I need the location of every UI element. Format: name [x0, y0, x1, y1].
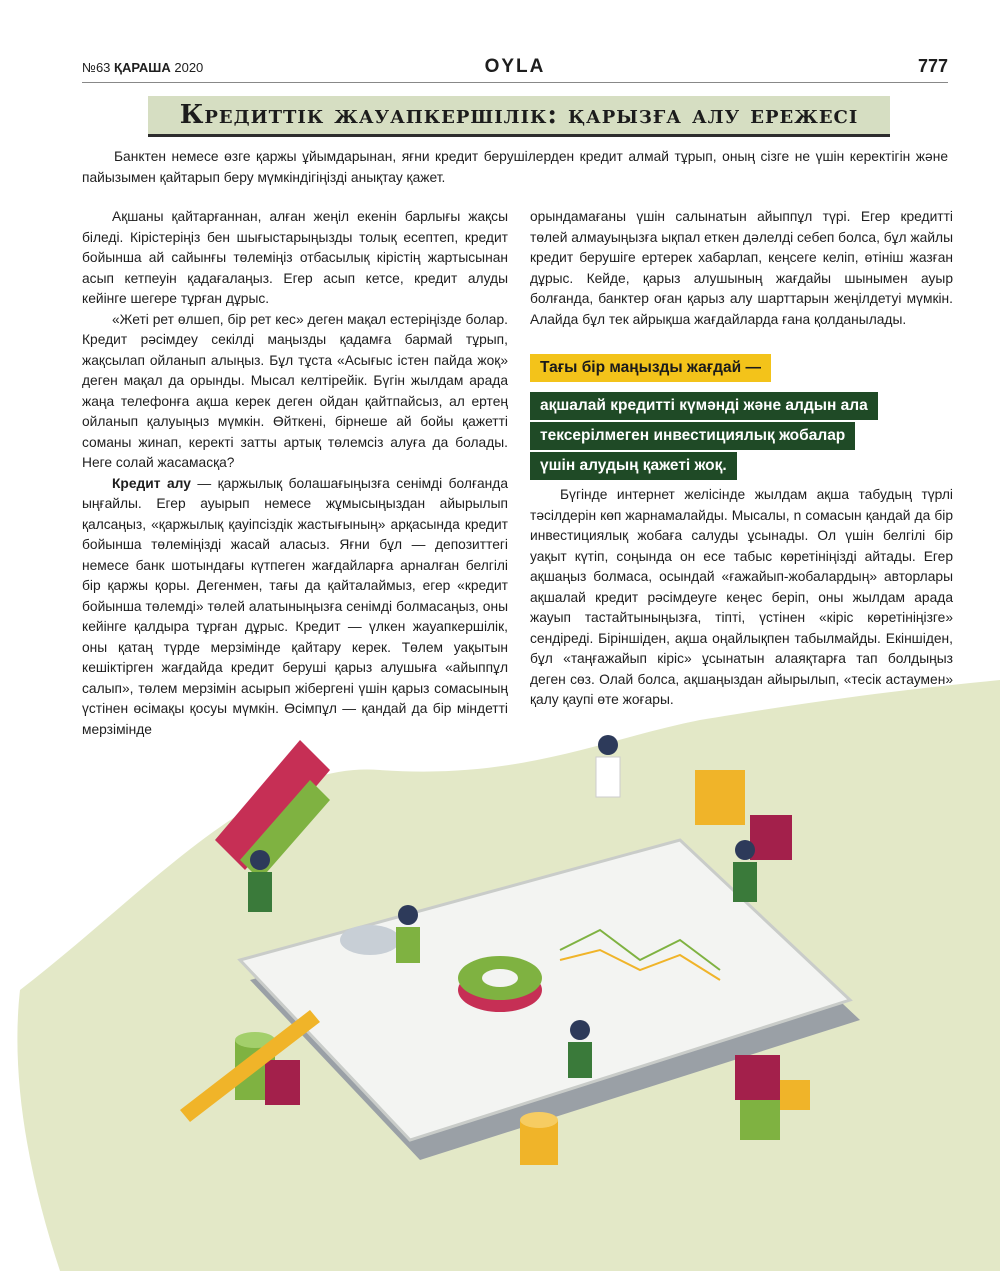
issue-number: №63	[82, 60, 111, 75]
issue-info	[82, 60, 203, 75]
callout-body	[530, 392, 878, 482]
header-rule	[82, 82, 948, 83]
article-title: Кредиттік жауапкершілік: қарызға алу ережесі	[148, 96, 890, 137]
callout-line: ақшалай кредитті күмәнді және алдын ала	[530, 392, 878, 420]
paragraph: «Жеті рет өлшеп, бір рет кес» деген мақал естеріңізде болар. Кредит рәсімдеу секілді маңызды қадамға бармай тұрып, жақсылап ойланып алыңыз. Бұл тұста «Асығыс істен пайда жоқ» деген мақал да орынды. Мысал келтірейік. Бүгін жылдам арада жаңа телефонға ақша керек деген ойдан қайтпайсыз, ал ертең ойланып қалуыңыз мүмкін. Өйткені, бірнеше ай бойы қажетті соманы жинап, керекті затты артық төлемсіз алуға да болады. Неге солай жасамасқа?	[82, 311, 508, 470]
cube-yellow	[780, 1080, 810, 1110]
paragraph: орындамағаны үшін салынатын айыппұл түрі. Егер кредитті төлей алмауыңызға ықпал еткен дәлелді себеп болса, бұл жайлы кредит берушіге ертерек хабарлап, кеңсеге келіп, өтініш жазған дұрыс. Кейде, қарыз алушының жағдайы шынымен ауыр болғанда, банктер оған қарыз алу шарттарын жеңілдетуі мүмкін. Алайда бұл тек айрықша жағдайларда ғана қолданылады.	[530, 209, 953, 327]
person	[570, 1020, 590, 1040]
paragraph: Бүгінде интернет желісінде жылдам ақша табудың түрлі тәсілдерін көп жарнамалайды. Мысалы, n сомасын қандай да бір инвестициялық жобаға салуды ұсынады. Ол үшін белгілі бір уақыт күтіп, соңында он есе табыс көретініңізді айтады. Егер ақшаңыз болмаса, осындай «ғажайып-жобалардың» авторлары ақшалай кредит рәсімдеуге кеңес беріп, оны жылдам арада жауып тастайтыныңызға, тіпті, үстінен «кіріс көретініңізге» сендіреді. Біріншіден, ақша оңайлықпен табылмайды. Екіншіден, бұл «таңғажайып кіріс» ұсынатын алаяқтарға тап болдыңыз деген сөз. Олай болса, ақшаңыздан айырылып, «тесік астаумен» қалу қаупі өте жоғары.	[530, 487, 953, 707]
globe-icon	[340, 925, 400, 955]
paragraph-text: — қаржылық болашағыңызға сенімді болғанда ыңғайлы. Егер ауырып немесе жұмысыңыздан айырылып қалсаңыз, «қаржылық қауіпсіздік жастығының» арқасында кредит бойынша төлеміңізді жасай аласыз. Яғни бұл — депозиттегі немесе банк шотындағы күтпеген жағдайларға арналған белгілі бір қаржы қоры. Дегенмен, тағы да қайталаймыз, егер «кредит бойынша төлемді» төлей алатыныңызға сенімді болмасаңыз, оны кейінге қалдыра тұрған дұрыс. Кредит — үлкен жауапкершілік, оны қатаң түрде мерзімінде қайтару керек. Төлем уақытын кешіктірген жағдайда кредит беруші қарыз алушыға «айыппұл салып», төлем мерзімін асырып жібергені үшін қарыз сомасының үстінен өсімақы қосуы мүмкін. Өсімпұл — қандай да бір міндетті мерзімінде	[82, 475, 508, 737]
callout-line: үшін алудың қажеті жоқ.	[530, 452, 737, 480]
callout-title: Тағы бір маңызды жағдай —	[530, 354, 771, 382]
article-lead	[82, 146, 948, 188]
isometric-finance-illustration	[0, 660, 1000, 1271]
callout-box	[530, 354, 920, 474]
lead-paragraph: Банктен немесе өзге қаржы ұйымдарынан, яғни кредит берушілерден кредит алмай тұрып, оның сізге не үшін керектігін және пайызымен қайтарып беру мүмкіндігіңізді анықтау қажет.	[82, 149, 948, 185]
cube-crimson	[735, 1055, 780, 1100]
cube-green	[740, 1100, 780, 1140]
cube-crimson	[750, 815, 792, 860]
magazine-logo: OYLA	[484, 56, 546, 77]
person	[250, 850, 270, 870]
page-number: 777	[917, 56, 948, 76]
person	[398, 905, 418, 925]
issue-month: ҚАРАША	[114, 60, 171, 75]
person	[598, 735, 618, 755]
callout-line: тексерілмеген инвестициялық жобалар	[530, 422, 855, 450]
column-right-top	[530, 207, 953, 330]
page-header	[82, 56, 948, 80]
person	[735, 840, 755, 860]
cube-yellow	[695, 770, 745, 825]
issue-year: 2020	[174, 60, 204, 75]
bold-term: Кредит алу	[112, 475, 191, 491]
paragraph: Ақшаны қайтарғаннан, алған жеңіл екенін барлығы жақсы біледі. Кірістеріңіз бен шығыстарыңызды толық есептеп, кредит бойынша ай сайынғы төлеміңіз отбасылық кірістің жартысынан асып кетпеуін қадағалаңыз. Егер асып кетсе, кредит алуды кейінге шегере тұрған дұрыс.	[82, 209, 508, 306]
